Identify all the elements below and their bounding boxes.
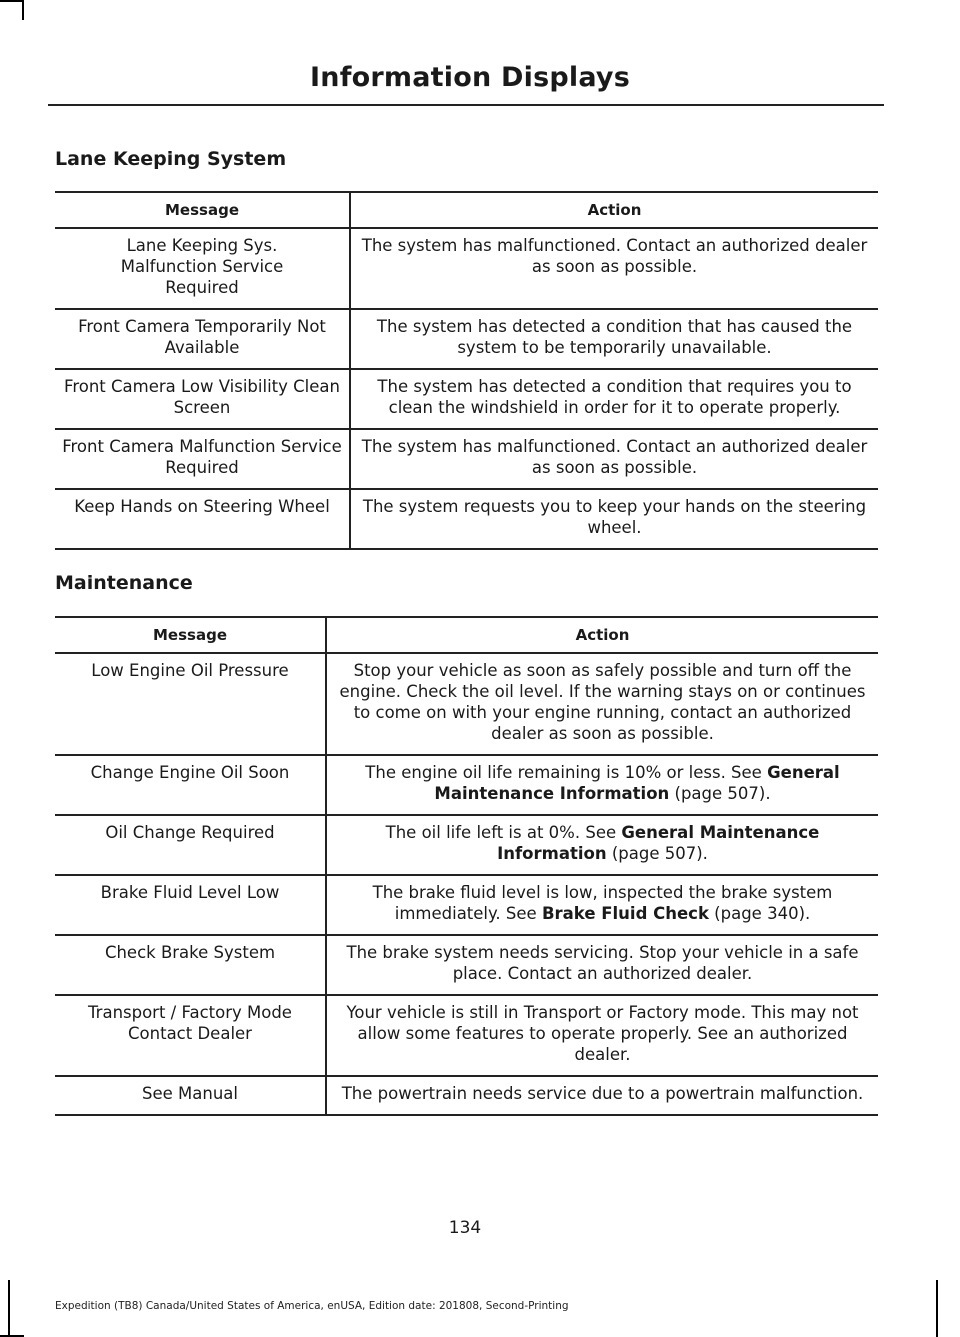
- action-text: The engine oil life remaining is 10% or less. See: [365, 763, 768, 782]
- action-cell: Stop your vehicle as soon as safely possible and turn off the engine. Check the oil level. If the warning stays on or continues to come on with your engine running, contact an authorized dealer as soon as possible.: [326, 653, 878, 755]
- page-title: Information Displays: [310, 62, 630, 93]
- table-row: [55, 995, 878, 1076]
- table-row: [55, 875, 878, 935]
- edition-footer: Expedition (TB8) Canada/United States of America, enUSA, Edition date: 201808, Second-Printing: [55, 1300, 569, 1312]
- column-header-message: Message: [55, 192, 350, 228]
- table-row: [55, 1076, 878, 1115]
- message-cell: Change Engine Oil Soon: [55, 755, 326, 815]
- header-divider: [48, 104, 884, 106]
- action-cell: [326, 755, 878, 815]
- cross-reference-link[interactable]: General Maintenance Information: [434, 763, 840, 803]
- table-row: [55, 369, 878, 429]
- table-row: [55, 309, 878, 369]
- crop-mark: [0, 0, 24, 2]
- message-cell: Check Brake System: [55, 935, 326, 995]
- crop-mark: [22, 0, 24, 20]
- table-row: [55, 489, 878, 549]
- action-cell: Your vehicle is still in Transport or Factory mode. This may not allow some features to operate properly. See an authorized dealer.: [326, 995, 878, 1076]
- cross-reference-link[interactable]: Brake Fluid Check: [541, 904, 709, 923]
- action-cell: The powertrain needs service due to a powertrain malfunction.: [326, 1076, 878, 1115]
- table-row: [55, 755, 878, 815]
- message-cell: See Manual: [55, 1076, 326, 1115]
- crop-mark: [8, 1280, 10, 1337]
- message-cell: Transport / Factory Mode Contact Dealer: [55, 995, 326, 1076]
- message-cell: Oil Change Required: [55, 815, 326, 875]
- action-cell: The system has malfunctioned. Contact an authorized dealer as soon as possible.: [350, 228, 878, 309]
- table-row: [55, 429, 878, 489]
- action-cell: The system has malfunctioned. Contact an authorized dealer as soon as possible.: [350, 429, 878, 489]
- message-cell: Lane Keeping Sys. Malfunction Service Required: [55, 228, 350, 309]
- action-cell: The system has detected a condition that has caused the system to be temporarily unavailable.: [350, 309, 878, 369]
- column-header-action: Action: [350, 192, 878, 228]
- action-text: The oil life left is at 0%. See: [385, 823, 622, 842]
- page-number: 134: [448, 1218, 482, 1238]
- action-cell: [326, 815, 878, 875]
- maintenance-table: [55, 616, 878, 1116]
- table-header-row: [55, 617, 878, 653]
- column-header-message: Message: [55, 617, 326, 653]
- message-cell: Brake Fluid Level Low: [55, 875, 326, 935]
- action-text: The brake fluid level is low, inspected the brake system immediately. See: [372, 883, 833, 923]
- lane-keeping-table: [55, 191, 878, 550]
- action-cell: [326, 875, 878, 935]
- crop-mark: [936, 1280, 938, 1337]
- message-cell: Front Camera Temporarily Not Available: [55, 309, 350, 369]
- table-row: [55, 228, 878, 309]
- table-row: [55, 653, 878, 755]
- table-row: [55, 815, 878, 875]
- cross-reference-link[interactable]: General Maintenance Information: [497, 823, 820, 863]
- message-cell: Keep Hands on Steering Wheel: [55, 489, 350, 549]
- section-title-lane-keeping: Lane Keeping System: [55, 148, 287, 170]
- page-reference: (page 507).: [669, 784, 771, 803]
- table-row: [55, 935, 878, 995]
- page-reference: (page 340).: [708, 904, 811, 923]
- page-reference: (page 507).: [606, 844, 708, 863]
- message-cell: Front Camera Malfunction Service Required: [55, 429, 350, 489]
- message-cell: Front Camera Low Visibility Clean Screen: [55, 369, 350, 429]
- message-cell: Low Engine Oil Pressure: [55, 653, 326, 755]
- section-title-maintenance: Maintenance: [55, 572, 193, 594]
- table-header-row: [55, 192, 878, 228]
- column-header-action: Action: [326, 617, 878, 653]
- action-cell: The system requests you to keep your hands on the steering wheel.: [350, 489, 878, 549]
- action-cell: The brake system needs servicing. Stop your vehicle in a safe place. Contact an authorized dealer.: [326, 935, 878, 995]
- action-cell: The system has detected a condition that requires you to clean the windshield in order for it to operate properly.: [350, 369, 878, 429]
